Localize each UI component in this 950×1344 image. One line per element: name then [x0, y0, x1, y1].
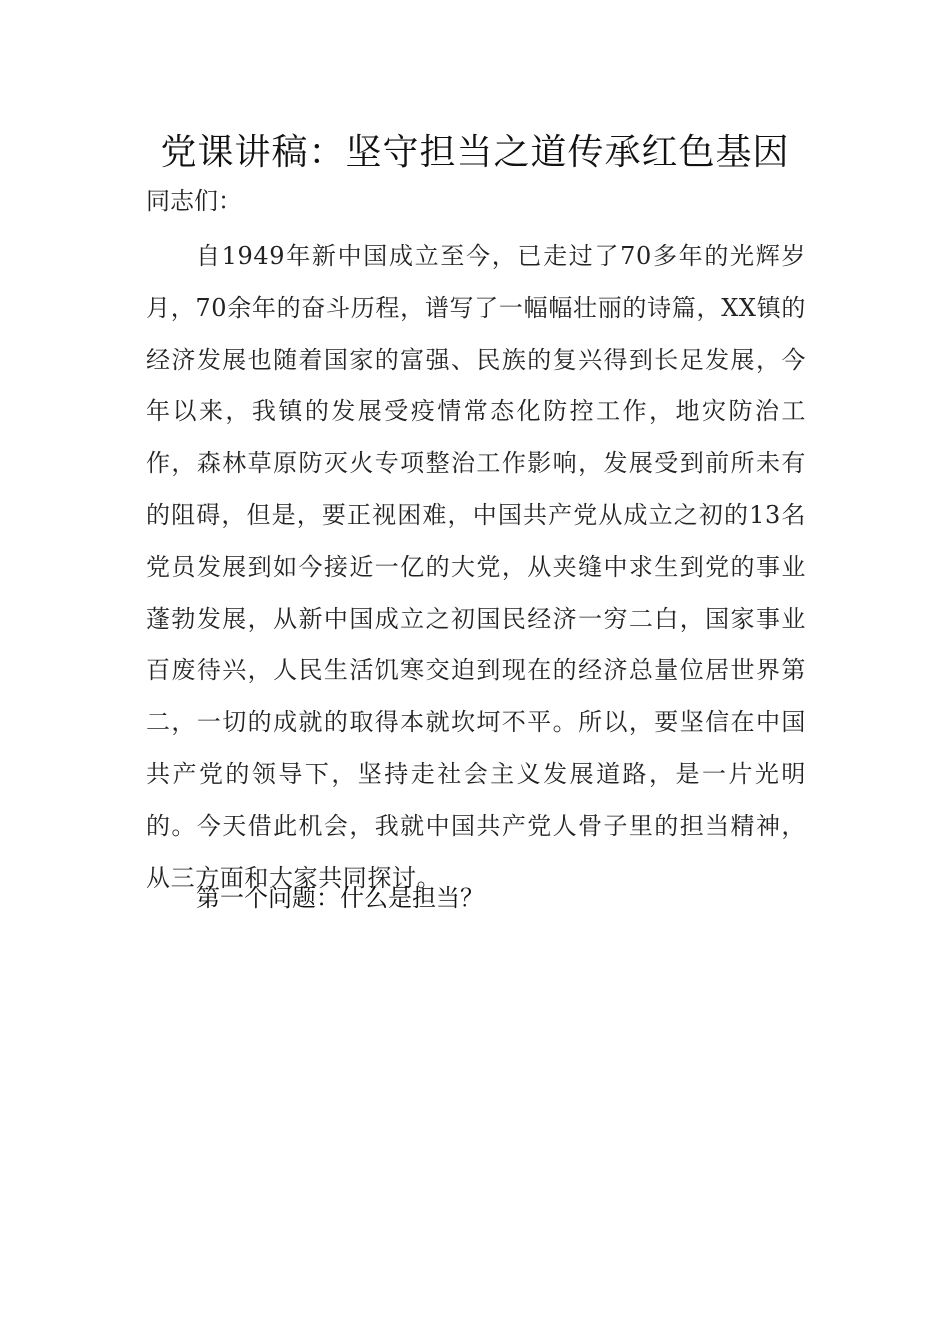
salutation: 同志们：: [146, 187, 242, 215]
body-paragraph: 自1949年新中国成立至今，已走过了70多年的光辉岁月，70余年的奋斗历程，谱写了一幅幅壮丽的诗篇，XX镇的经济发展也随着国家的富强、民族的复兴得到长足发展，今年以来，我镇的发展受疫情常态化防控工作，地灾防治工作，森林草原防灭火专项整治工作影响，发展受到前所未有的阻碍，但是，要正视困难，中国共产党从成立之初的13名党员发展到如今接近一亿的大党，从夹缝中求生到党的事业蓬勃发展，从新中国成立之初国民经济一穷二白，国家事业百废待兴，人民生活饥寒交迫到现在的经济总量位居世界第二，一切的成就的取得本就坎坷不平。所以，要坚信在中国共产党的领导下，坚持走社会主义发展道路，是一片光明的。今天借此机会，我就中国共产党人骨子里的担当精神，从三方面和大家共同探讨。: [146, 242, 806, 892]
section-heading: 第一个问题：什么是担当？: [196, 884, 484, 912]
document-title: 党课讲稿：坚守担当之道传承红色基因: [160, 132, 790, 173]
